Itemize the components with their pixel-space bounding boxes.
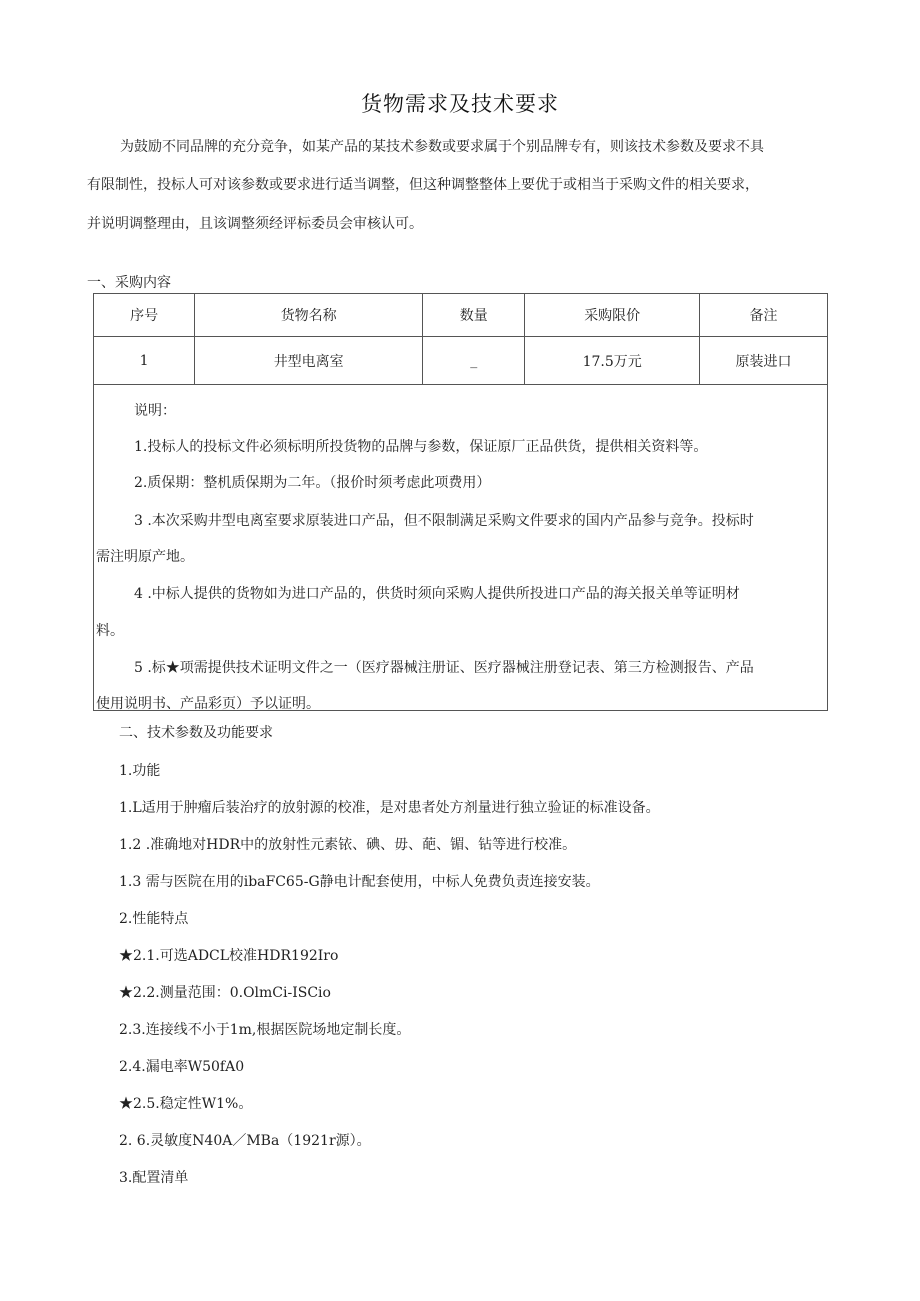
table-header-row xyxy=(94,294,828,337)
note-item: 4 .中标人提供的货物如为进口产品的，供货时须向采购人提供所投进口产品的海关报关单等证明材 xyxy=(134,586,740,602)
header-cell: 备注 xyxy=(700,294,828,337)
note-item: 2.质保期：整机质保期为二年。（报价时须考虑此项费用） xyxy=(134,475,491,491)
section-heading-technical: 二、技术参数及功能要求 xyxy=(119,725,273,741)
note-item: 使用说明书、产品彩页）予以证明。 xyxy=(96,696,320,712)
section-heading-procurement: 一、采购内容 xyxy=(87,275,171,291)
spec-item: ★2.2.测量范围：0.OlmCi-ISCio xyxy=(119,985,331,1001)
procurement-table xyxy=(93,293,828,385)
table-cell: 17.5万元 xyxy=(525,337,700,385)
spec-item: 2.4.漏电率W50fA0 xyxy=(119,1059,245,1075)
note-item: 3 .本次采购井型电离室要求原装进口产品，但不限制满足采购文件要求的国内产品参与竞争。投标时 xyxy=(134,513,754,529)
page-title: 货物需求及技术要求 xyxy=(361,92,559,116)
notes-box xyxy=(93,384,828,711)
spec-item: 2. 6.灵敏度N40A／MBa（1921r源）。 xyxy=(119,1133,371,1149)
notes-label: 说明： xyxy=(134,403,176,419)
intro-line: 有限制性，投标人可对该参数或要求进行适当调整，但这种调整整体上要优于或相当于采购文件的相关要求， xyxy=(87,177,759,193)
subsection-title: 1.功能 xyxy=(119,763,161,779)
spec-item: 1.L适用于肿瘤后装治疗的放射源的校准，是对患者处方剂量进行独立验证的标准设备。 xyxy=(119,800,660,816)
spec-item: ★2.5.稳定性W1%。 xyxy=(119,1096,253,1112)
spec-item: 1.2 .准确地对HDR中的放射性元素铱、碘、毋、葩、镅、钻等进行校准。 xyxy=(119,837,577,853)
header-cell: 数量 xyxy=(423,294,525,337)
note-item: 料。 xyxy=(96,623,124,639)
intro-line: 并说明调整理由，且该调整须经评标委员会审核认可。 xyxy=(87,216,423,232)
spec-item: 2.3.连接线不小于1m,根据医院场地定制长度。 xyxy=(119,1022,411,1038)
intro-line: 为鼓励不同品牌的充分竞争，如某产品的某技术参数或要求属于个别品牌专有，则该技术参数及要求不具 xyxy=(120,139,764,155)
table-cell: _ xyxy=(423,337,525,385)
header-cell: 货物名称 xyxy=(195,294,423,337)
table-cell: 井型电离室 xyxy=(195,337,423,385)
subsection-title: 2.性能特点 xyxy=(119,911,189,927)
note-item: 5 .标★项需提供技术证明文件之一（医疗器械注册证、医疗器械注册登记表、第三方检测报告、产品 xyxy=(134,660,754,676)
header-cell: 序号 xyxy=(94,294,195,337)
note-item: 1.投标人的投标文件必须标明所投货物的品牌与参数，保证原厂正品供货，提供相关资料等。 xyxy=(134,439,708,455)
table-row xyxy=(94,337,828,385)
table-cell: 原装进口 xyxy=(700,337,828,385)
subsection-title: 3.配置清单 xyxy=(119,1170,189,1186)
table-cell: 1 xyxy=(94,337,195,385)
header-cell: 采购限价 xyxy=(525,294,700,337)
spec-item: ★2.1.可选ADCL校准HDR192Iro xyxy=(119,948,339,964)
spec-item: 1.3 需与医院在用的ibaFC65-G静电计配套使用，中标人免费负责连接安装。 xyxy=(119,874,600,890)
note-item: 需注明原产地。 xyxy=(96,549,194,565)
